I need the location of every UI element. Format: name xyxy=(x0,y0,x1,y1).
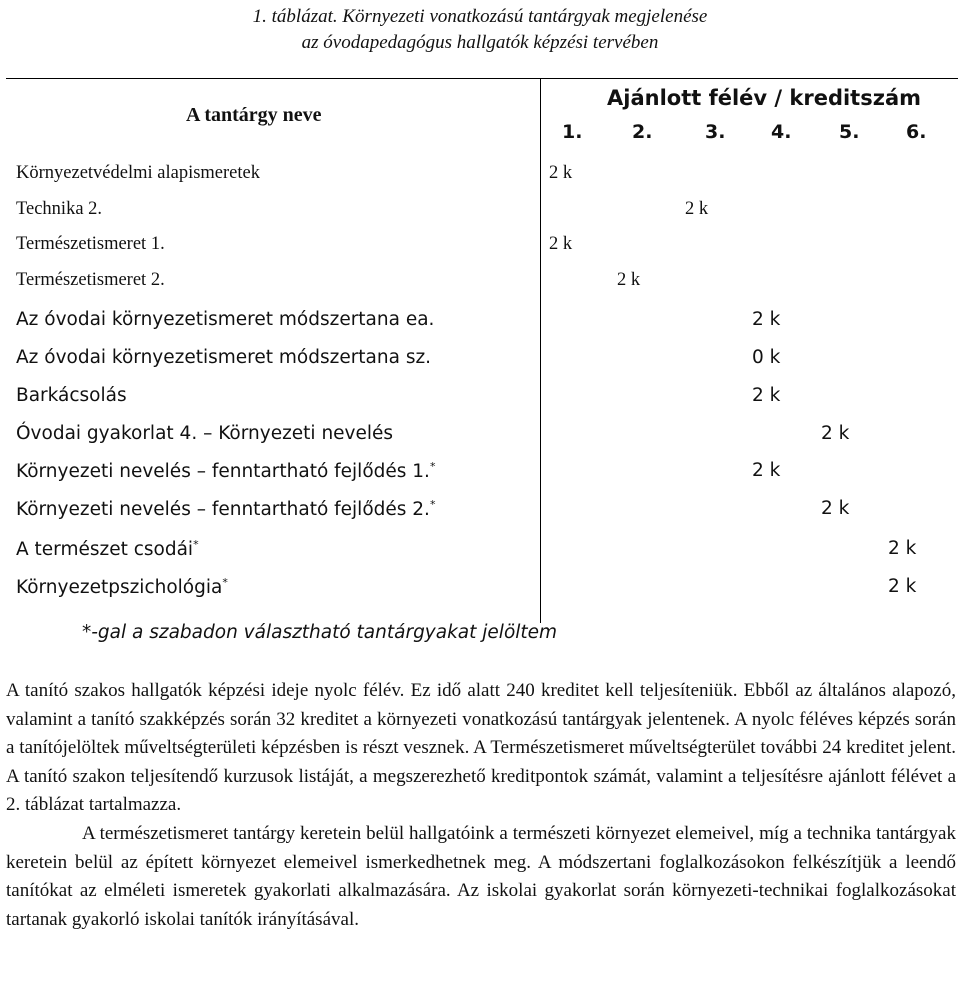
caption-line-2: az óvodapedagógus hallgatók képzési tervében xyxy=(301,32,659,53)
paragraph-1: A tanító szakos hallgatók képzési ideje nyolc félév. Ez idő alatt 240 kreditet kell teljesíteniük. Ebből az általános alapozó, valamint a tanító szakképzés során 32 kreditet a környezeti vonatkozású tantárgyak jelentenek. A nyolc féléves képzés során a tanítójelöltek műveltségterületi képzésben is részt vesznek. A Természetismeret műveltségterület további 24 kreditet jelent. A tanító szakon teljesítendő kurzusok listáját, a megszerezhető kreditpontok számát, valamint a teljesítésre ajánlott félévet a 2. táblázat tartalmazza. xyxy=(6,680,956,816)
table-caption xyxy=(0,4,960,56)
table-row-name: Barkácsolás xyxy=(16,385,127,406)
column-divider xyxy=(540,79,541,623)
elective-marker: * xyxy=(193,538,199,551)
paragraph-2: A természetismeret tantárgy keretein belül hallgatóink a természeti környezet elemeivel, míg a technika tantárgyak keretein belül az épített környezet elemeivel ismerkedhetnek meg. A módszertani foglalkozásokon felkészítjük a leendő tanítókat az elméleti ismeretek gyakorlati alkalmazására. Az iskolai gyakorlat során környezeti-technikai foglalkozásokat tartanak gyakorló iskolai tanítók irányításával. xyxy=(6,822,956,930)
curriculum-table xyxy=(6,78,958,623)
semester-header-4: 4. xyxy=(771,121,792,143)
credit-cell: 2 k xyxy=(752,460,781,481)
footnote: *-gal a szabadon választható tantárgyakat jelöltem xyxy=(82,622,558,643)
table-row-name: Környezeti nevelés – fenntartható fejlődés 1.* xyxy=(16,460,436,483)
header-subject-name: A tantárgy neve xyxy=(186,104,322,126)
elective-marker: * xyxy=(222,576,228,589)
table-row-name: A természet csodái* xyxy=(16,538,199,561)
credit-cell: 2 k xyxy=(888,538,917,559)
credit-cell: 2 k xyxy=(888,576,917,597)
table-row-name: Természetismeret 2. xyxy=(16,270,165,290)
semester-header-2: 2. xyxy=(632,121,653,143)
body-text xyxy=(6,677,956,934)
elective-marker: * xyxy=(429,498,436,511)
semester-header-5: 5. xyxy=(839,121,860,143)
credit-cell: 2 k xyxy=(752,385,781,406)
credit-cell: 2 k xyxy=(685,199,709,219)
semester-header-3: 3. xyxy=(705,121,726,143)
semester-header-6: 6. xyxy=(906,121,927,143)
header-semester-credit: Ajánlott félév / kreditszám xyxy=(607,86,921,110)
table-row-name: Technika 2. xyxy=(16,199,103,219)
credit-cell: 2 k xyxy=(821,423,850,444)
credit-cell: 2 k xyxy=(549,163,573,183)
table-row-name: Környezetvédelmi alapismeretek xyxy=(16,163,260,183)
table-row-name: Környezetpszichológia* xyxy=(16,576,228,599)
credit-cell: 2 k xyxy=(752,309,781,330)
table-row-name: Környezeti nevelés – fenntartható fejlődés 2.* xyxy=(16,498,436,521)
table-row-name: Az óvodai környezetismeret módszertana ea. xyxy=(16,309,435,330)
caption-line-1: 1. táblázat. Környezeti vonatkozású tantárgyak megjelenése xyxy=(252,6,708,27)
credit-cell: 2 k xyxy=(617,270,641,290)
table-row-name: Az óvodai környezetismeret módszertana sz. xyxy=(16,347,432,368)
elective-marker: * xyxy=(429,460,436,473)
semester-header-1: 1. xyxy=(562,121,583,143)
credit-cell: 2 k xyxy=(549,234,573,254)
credit-cell: 0 k xyxy=(752,347,781,368)
table-row-name: Óvodai gyakorlat 4. – Környezeti nevelés xyxy=(16,423,394,444)
credit-cell: 2 k xyxy=(821,498,850,519)
table-row-name: Természetismeret 1. xyxy=(16,234,165,254)
